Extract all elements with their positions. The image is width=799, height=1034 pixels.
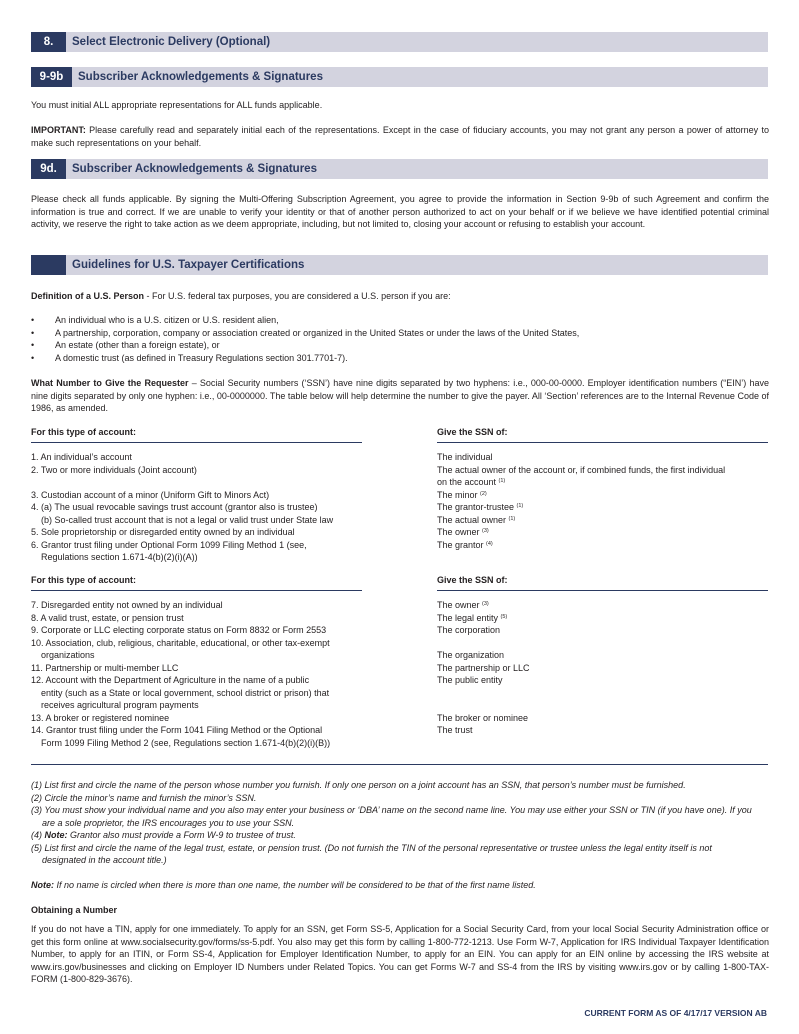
section-9d-paragraph: Please check all funds applicable. By signing the Multi-Offering Subscription Agreement, you agree to provide the information in Section 9-9b of such Agreement and confirm the information is true and correct. If we are unable to verify your identity or that of another person authorized to act on your behalf or if we believe we have identified potential criminal activity, we reserve the right to take action as we deem appropriate, including, but not limited to, closing your account or refusing to establish your account. <box>31 194 769 229</box>
table-row: 4. (a) The usual revocable savings trust account (grantor also is trustee) <box>31 502 318 512</box>
note-paragraph: Note: If no name is circled when there is more than one name, the number will be considered to be that of the first name listed. <box>31 880 536 890</box>
footnotes-divider <box>31 764 768 765</box>
footnote-3: (3) You must show your individual name and you also may enter your business or ‘DBA’ name on the second name line. You may use either your SSN or TIN (if you have one). If you <box>31 805 752 815</box>
divider <box>31 442 362 443</box>
table-row: The owner $^{(3)}$ <box>437 600 489 610</box>
obtaining-number-title: Obtaining a Number <box>31 905 118 915</box>
table-row: 6. Grantor trust filing under Optional Form 1099 Filing Method 1 (see, <box>31 539 307 550</box>
section-number: 9d. <box>31 159 66 179</box>
section-8-header <box>31 32 768 52</box>
give-ssn-header: Give the SSN of: <box>437 427 508 437</box>
ssn-list-2 <box>437 599 530 737</box>
bullet-icon: • <box>31 327 35 338</box>
table-row: The legal entity $^{(5)}$ <box>437 612 508 623</box>
table-row: 13. A broker or registered nominee <box>31 712 170 723</box>
table-row: Form 1099 Filing Method 2 (see, Regulations section 1.671-4(b)(2)(i)(B)) <box>41 737 331 748</box>
requester-text: – Social Security numbers (‘SSN’) have nine digits separated by two hyphens: i.e., 000-00-0000. Employer identification numbers (“EIN’) have nine digits separated by only one hyphen: i.e., 00-0000000. The table below will help determine the number to give the payer. All ‘Section’ references are to the Internal Revenue Code of 1986, as amended. <box>31 378 770 413</box>
give-ssn-header: Give the SSN of: <box>437 575 508 585</box>
footnote-4: (4) Note: Grantor also must provide a Form W-9 to trustee of trust. <box>31 830 296 840</box>
table-row: 5. Sole proprietorship or disregarded entity owned by an individual <box>31 527 295 537</box>
section-title: Guidelines for U.S. Taxpayer Certifications <box>72 259 305 271</box>
section-title: Subscriber Acknowledgements & Signatures <box>78 71 323 83</box>
account-types-list-2 <box>31 599 330 749</box>
table-row: The broker or nominee <box>437 712 529 723</box>
account-types-list-1 <box>31 451 333 564</box>
bullet-icon: • <box>31 352 35 363</box>
table-row <box>437 637 530 650</box>
table-row: The grantor-trustee $^{(1)}$ <box>437 502 524 512</box>
initial-instruction: You must initial ALL appropriate representations for ALL funds applicable. <box>31 100 323 110</box>
table-row: 10. Association, club, religious, charitable, educational, or other tax-exempt <box>31 637 330 648</box>
table-row: entity (such as a State or local government, school district or prison) that <box>41 687 330 698</box>
table-row: The trust <box>437 725 473 735</box>
obtaining-number-text: If you do not have a TIN, apply for one immediately. To apply for an SSN, get Form SS-5, Application for a Social Security Card, from your local Social Security Administration office or get this form online at www.socialsecurity.gov/forms/ss-5.pdf. You also may get this form by calling 1-800-772-1213. Use Form W-7, Application for IRS Individual Taxpayer Identification Number, to apply for an ITIN, or Form SS-4, Application for Employer Identification Number, to apply for an EIN. You can apply for an EIN online by accessing the IRS website at www.irs.gov/businesses and clicking on Employer ID Numbers under Related Topics. You can get Forms W-7 and SS-4 from the IRS by visiting www.irs.gov or by calling 1-800-TAX-FORM (1-800-829-3676). <box>31 924 769 984</box>
footnote-5-cont: designated in the account title.) <box>42 855 167 865</box>
important-label: IMPORTANT: <box>31 125 86 135</box>
bullet-icon: • <box>31 340 35 350</box>
section-9d-header <box>31 159 768 179</box>
section-title: Select Electronic Delivery (Optional) <box>72 36 271 48</box>
important-paragraph <box>31 124 769 149</box>
table-row: organizations <box>41 650 95 660</box>
us-person-list <box>31 314 579 364</box>
table-row <box>31 476 333 489</box>
table-row: The individual <box>437 452 493 462</box>
requester-label: What Number to Give the Requester <box>31 378 189 388</box>
table-row: 7. Disregarded entity not owned by an individual <box>31 600 223 610</box>
form-version-footer: CURRENT FORM AS OF 4/17/17 VERSION AB <box>584 1008 767 1018</box>
footnote-1: (1) List first and circle the name of the person whose number you furnish. If only one person on a joint account has an SSN, that person’s number must be furnished. <box>31 780 686 790</box>
definition-label: Definition of a U.S. Person <box>31 291 145 301</box>
table-row: 14. Grantor trust filing under the Form 1041 Filing Method or the Optional <box>31 725 323 735</box>
definition-text: - For U.S. federal tax purposes, you are considered a U.S. person if you are: <box>144 291 451 301</box>
table-row: receives agricultural program payments <box>41 700 199 710</box>
divider <box>437 590 768 591</box>
section-number: 9-9b <box>31 67 72 87</box>
table-row: The corporation <box>437 625 501 635</box>
table-row: 3. Custodian account of a minor (Uniform Gift to Minors Act) <box>31 489 270 500</box>
table-row: (b) So-called trust account that is not a legal or valid trust under State law <box>41 514 334 525</box>
table-row: 1. An individual’s account <box>31 452 132 462</box>
bullet-icon: • <box>31 315 35 325</box>
account-type-header: For this type of account: <box>31 427 137 437</box>
ssn-list-1 <box>437 451 725 551</box>
footnote-2: (2) Circle the minor’s name and furnish the minor’s SSN. <box>31 792 257 803</box>
table-row <box>437 687 530 700</box>
table-row: The grantor $^{(4)}$ <box>437 539 493 550</box>
list-item: • An individual who is a U.S. citizen or U.S. resident alien, <box>31 315 279 325</box>
footnote-5: (5) List first and circle the name of the legal trust, estate, or pension trust. (Do not furnish the TIN of the personal representative or trustee unless the legal entity itself is not <box>31 842 712 853</box>
table-row: The public entity <box>437 675 503 685</box>
divider <box>437 442 768 443</box>
footnote-3-cont: are a sole proprietor, the IRS encourages you to use your SSN. <box>42 817 295 828</box>
account-type-header: For this type of account: <box>31 575 137 585</box>
section-9-9b-header <box>31 67 768 87</box>
important-text: Please carefully read and separately initial each of the representations. Except in the case of fiduciary accounts, you may not grant any person a power of attorney to make such representations on your behalf. <box>31 125 769 148</box>
section-number <box>31 255 66 275</box>
divider <box>31 590 362 591</box>
footnotes <box>31 779 769 867</box>
us-person-definition <box>31 290 769 303</box>
table-row: on the account $^{(1)}$ <box>437 477 506 487</box>
requester-paragraph <box>31 377 769 415</box>
table-row: 12. Account with the Department of Agriculture in the name of a public <box>31 675 310 685</box>
table-row: 11. Partnership or multi-member LLC <box>31 662 179 673</box>
section-number: 8. <box>31 32 66 52</box>
table-row: 9. Corporate or LLC electing corporate status on Form 8832 or Form 2553 <box>31 625 327 635</box>
table-row: The organization <box>437 650 505 660</box>
list-item: • A domestic trust (as defined in Treasury Regulations section 301.7701-7). <box>31 352 348 363</box>
table-row: The owner $^{(3)}$ <box>437 527 489 537</box>
table-row: 8. A valid trust, estate, or pension trust <box>31 612 184 623</box>
list-item: • An estate (other than a foreign estate), or <box>31 340 220 350</box>
table-row: Regulations section 1.671-4(b)(2)(i)(A)) <box>41 552 198 562</box>
guidelines-header <box>31 255 768 275</box>
table-row: 2. Two or more individuals (Joint account) <box>31 464 197 475</box>
section-title: Subscriber Acknowledgements & Signatures <box>72 163 317 175</box>
list-item: • A partnership, corporation, company or association created or organized in the United States or under the laws of the United States, <box>31 327 580 338</box>
table-row: The actual owner $^{(1)}$ <box>437 514 516 525</box>
table-row <box>437 699 530 712</box>
table-row: The minor $^{(2)}$ <box>437 489 487 500</box>
table-row: The partnership or LLC <box>437 662 530 673</box>
table-row: The actual owner of the account or, if combined funds, the first individual <box>437 464 726 475</box>
